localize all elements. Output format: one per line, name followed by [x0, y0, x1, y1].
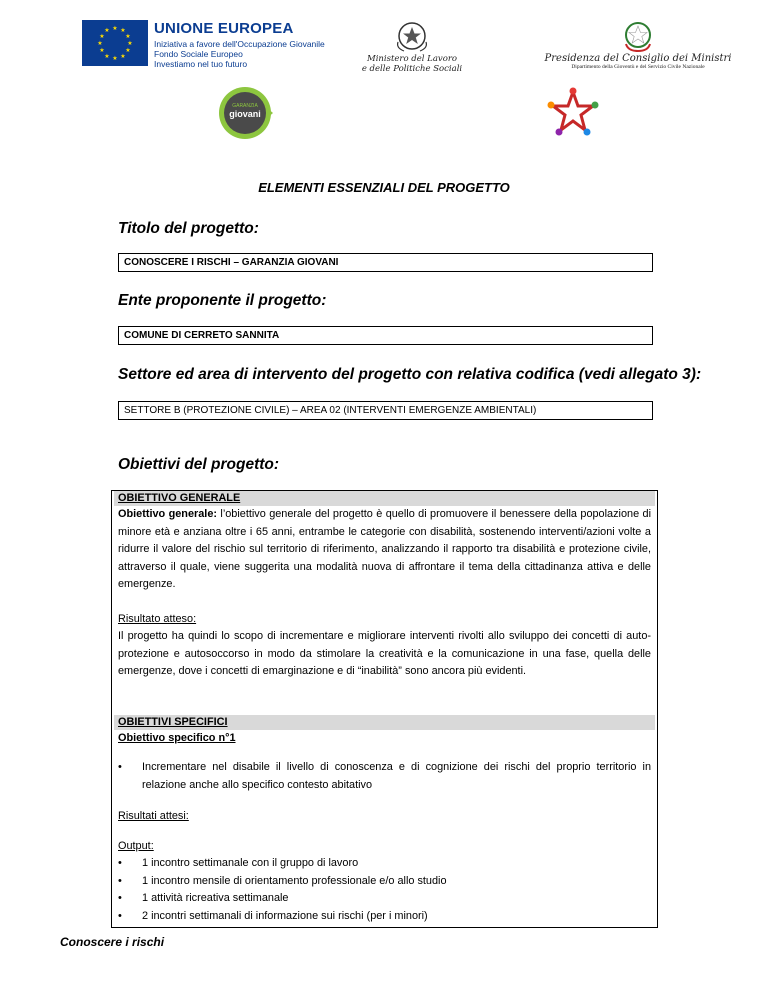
presidenza-line-1: Presidenza del Consiglio dei Ministri	[544, 53, 732, 64]
titolo-value-box: CONOSCERE I RISCHI – GARANZIA GIOVANI	[118, 253, 653, 272]
svg-text:★: ★	[99, 47, 105, 54]
obiettivo-specifico-1-bullet: • Incrementare nel disabile il livello di conoscenza e di cognizione dei rischi del proprio territorio in relazione anche allo specifico contesto abitativo	[112, 759, 657, 794]
svg-text:★: ★	[120, 27, 126, 34]
obiettivo-specifico-1-label: Obiettivo specifico n°1	[118, 731, 236, 744]
settore-value-box: SETTORE B (PROTEZIONE CIVILE) – AREA 02 (INTERVENTI EMERGENZE AMBIENTALI)	[118, 401, 653, 420]
presidenza-line-2: Dipartimento della Gioventù e del Servizio Civile Nazionale	[571, 64, 705, 70]
svg-text:★: ★	[112, 25, 118, 32]
svg-text:★: ★	[99, 33, 105, 40]
obiettivo-generale-paragraph	[112, 506, 657, 594]
gg-line-1: GARANZIA	[232, 103, 258, 109]
obiettivi-label: Obiettivi del progetto:	[118, 456, 280, 473]
output-item: • 1 attività ricreativa settimanale	[112, 890, 657, 908]
svg-text:★: ★	[125, 33, 131, 40]
output-item: • 2 incontri settimanali di informazione sui rischi (per i minori)	[112, 908, 657, 926]
italian-emblem-color-icon	[618, 18, 658, 54]
svg-text:★: ★	[112, 55, 118, 62]
ente-label: Ente proponente il progetto:	[118, 292, 327, 309]
svg-text:★: ★	[127, 40, 133, 47]
output-item: • 1 incontro mensile di orientamento professionale e/o allo studio	[112, 873, 657, 891]
eu-line-2: Fondo Sociale Europeo	[154, 49, 243, 59]
ministry-line-1: Ministero del Lavoro	[366, 54, 457, 64]
presidenza-logo	[538, 18, 738, 78]
risultati-attesi-label: Risultati attesi:	[118, 810, 189, 822]
output-label: Output:	[118, 839, 154, 852]
eu-title: UNIONE EUROPEA	[154, 20, 294, 37]
output-item: • 1 incontro settimanale con il gruppo di lavoro	[112, 855, 657, 873]
gg-line-2: giovani	[229, 109, 261, 119]
ente-value-box: COMUNE DI CERRETO SANNITA	[118, 326, 653, 345]
settore-label: Settore ed area di intervento del progetto con relativa codifica (vedi allegato 3):	[118, 366, 702, 383]
svg-text:★: ★	[104, 27, 110, 34]
eu-flag-icon	[82, 20, 148, 66]
document-heading: ELEMENTI ESSENZIALI DEL PROGETTO	[258, 180, 510, 195]
eu-line-3: Investiamo nel tuo futuro	[154, 59, 248, 69]
servizio-civile-logo	[545, 86, 601, 138]
ministry-line-2: e delle Politiche Sociali	[361, 64, 463, 74]
risultato-atteso-label: Risultato atteso:	[118, 612, 197, 625]
obiettivo-generale-text: l’obiettivo generale del progetto è quello di promuovere il benessere della popolazione di minore età e anziana oltre i 65 anni, entrambe le categorie con disabilità, sostenendo interventi/azioni volte a ridurre il valore del rischio sul territorio di riferimento, analizzando il rapporto tra disabilità e protezione civile, attraverso il quale, viene suggerita una modalità nuova di affrontare il tema della cittadinanza attiva e delle emergenze.	[118, 508, 651, 590]
italian-emblem-icon	[392, 18, 432, 54]
svg-text:★: ★	[97, 40, 103, 47]
garanzia-giovani-logo	[217, 85, 273, 141]
risultato-atteso-text: Il progetto ha quindi lo scopo di incrementare e migliorare interventi rivolti allo sviluppo dei concetti di auto-protezione e autosoccorso in modo da stimolare la creatività e la comunicazione in una fase, quella delle emergenze, dove i concetti di emarginazione e di “inabilità” sono ancora più evidenti.	[118, 630, 651, 677]
eu-line-1: Iniziativa a favore dell'Occupazione Giovanile	[154, 39, 325, 49]
ministry-logo	[352, 18, 472, 78]
svg-text:★: ★	[104, 53, 110, 60]
footer-text: Conoscere i rischi	[60, 935, 165, 949]
obiettivi-specifici-header: OBIETTIVI SPECIFICI	[114, 715, 655, 730]
obiettivo-generale-label: Obiettivo generale:	[118, 508, 218, 520]
obiettivo-generale-header: OBIETTIVO GENERALE	[114, 491, 655, 506]
titolo-label: Titolo del progetto:	[118, 220, 259, 237]
svg-text:★: ★	[120, 53, 126, 60]
svg-text:★: ★	[125, 47, 131, 54]
objectives-box	[111, 490, 658, 928]
